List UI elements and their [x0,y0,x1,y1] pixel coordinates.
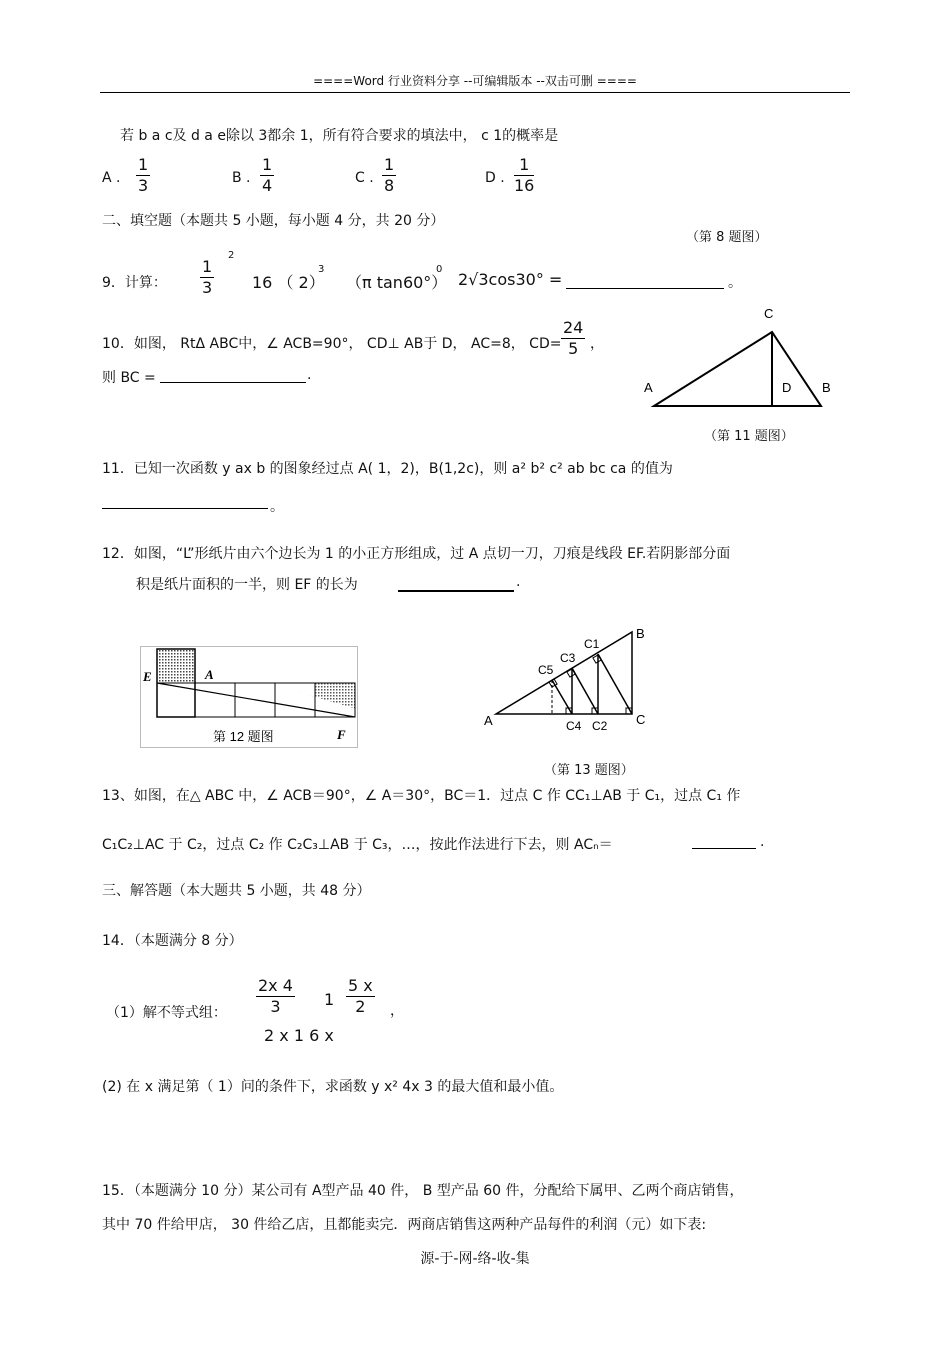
option-a-fraction: $\frac{1}{3}$ [138,155,149,195]
section-2-heading: 二、填空题（本题共 5 小题，每小题 4 分，共 20 分） [102,213,445,229]
q14-fraction-2: $\frac{5 x}{2}$ [348,976,373,1016]
header-rule [100,92,850,93]
q12-line2: 积是纸片面积的一半，则 EF 的长为 [136,577,358,593]
q14-fraction-1: $\frac{2x 4}{3}$ [258,976,293,1016]
q9-answer-blank[interactable] [566,270,724,293]
label-b: B [822,380,831,395]
fig13-caption: （第 13 题图） [544,763,634,778]
label-b: B [636,626,645,641]
q10-end: . [307,367,312,383]
q9-part2: （π tan60°） [346,273,448,292]
label-f: F [337,727,346,742]
q11-answer-blank[interactable] [102,492,268,513]
q14-title: 14．（本题满分 8 分） [102,933,243,949]
label-c3: C3 [560,651,576,665]
option-d-fraction: $\frac{1}{16}$ [514,155,535,195]
q14-part2: (2) 在 x 满足第（ 1）问的条件下，求函数 y x² 4x 3 的最大值和最小值。 [102,1079,564,1095]
q10-fraction: $\frac{24}{5}$ [563,318,584,358]
option-d-label: D . [485,170,505,186]
triangle-abc [654,332,821,406]
label-a: A [644,380,653,395]
label-c1: C1 [584,637,600,651]
q12-end: . [516,574,521,590]
label-d: D [782,380,792,395]
q11-line1: 11．已知一次函数 y ax b 的图象经过点 A( 1，2)，B(1,2c)，则 a² b² c² ab bc ca 的值为 [102,461,673,477]
q12-line1: 12．如图，“L”形纸片由六个边长为 1 的小正方形组成，过 A 点切一刀，刀痕是线段 EF.若阴影部分面 [102,546,731,562]
page-footer: 源-于-网-络-收-集 [420,1251,530,1267]
label-c4: C4 [566,719,582,733]
q9-label: 9．计算： [102,275,167,291]
q10-answer-blank[interactable] [160,366,306,387]
q9-end: 。 [728,275,742,291]
label-a: A [205,667,214,682]
option-a-label: A . [102,170,121,186]
label-a: A [484,713,493,728]
q13-end: . [760,834,765,850]
q14-one: 1 [324,990,335,1009]
q13-answer-blank[interactable] [692,832,756,853]
page-header: ====Word 行业资料分享 --可编辑版本 --双击可删 ==== [313,74,637,88]
q14-part1-label: （1）解不等式组： [106,1005,227,1021]
q10-line1: 10．如图， RtΔ ABC中，∠ ACB=90°， CD⊥ AB于 D， AC=8， CD= [102,336,562,352]
label-c: C [636,712,646,727]
q9-exponent-0: 0 [436,264,443,275]
option-c-fraction: $\frac{1}{8}$ [384,155,395,195]
q12-answer-blank[interactable] [398,574,514,596]
label-c5: C5 [538,663,554,677]
label-c: C [764,306,774,321]
option-b-label: B . [232,170,251,186]
label-e: E [143,669,152,684]
label-c2: C2 [592,719,608,733]
fig12-caption: 第 12 题图 [213,729,274,744]
q13-line2: C₁C₂⊥AC 于 C₂，过点 C₂ 作 C₂C₃⊥AB 于 C₃，…，按此作法进行下去，则 ACₙ＝ [102,837,613,853]
shaded-top-square [157,649,195,683]
q8-text: 若 b a c及 d a e除以 3都余 1，所有符合要求的填法中， c 1的概率是 [120,128,559,144]
figure-12-frame [140,646,358,748]
fig8-caption: （第 8 题图） [686,230,768,245]
q14-comma: ， [390,1003,404,1019]
q9-part1: 16 （ 2） [252,273,325,292]
section-3-heading: 三、解答题（本大题共 5 小题，共 48 分） [102,883,371,899]
q9-exponent-2: 2 [228,250,235,261]
q15-line2: 其中 70 件给甲店， 30 件给乙店，且都能卖完．两商店销售这两种产品每件的利润（元）如下表: [102,1217,707,1233]
option-b-fraction: $\frac{1}{4}$ [262,155,273,195]
q13-line1: 13、如图，在△ ABC 中，∠ ACB＝90°，∠ A＝30°，BC＝1．过点 C 作 CC₁⊥AB 于 C₁，过点 C₁ 作 [102,788,741,804]
q15-line1: 15．（本题满分 10 分）某公司有 A型产品 40 件， B 型产品 60 件，分配给下属甲、乙两个商店销售， [102,1183,744,1199]
figure-12 [141,647,357,747]
q9-exponent-3: 3 [318,264,325,275]
q10-line2: 则 BC = [102,370,156,386]
q14-line2: 2 x 1 6 x [264,1026,334,1045]
q9-part3: 2√3cos30° = [458,270,563,289]
figure-13 [480,620,660,750]
option-c-label: C . [355,170,374,186]
q10-comma: ， [590,336,604,352]
fig11-caption: （第 11 题图） [704,429,794,444]
q11-end: 。 [270,499,284,515]
q9-fraction: $\frac{1}{3}$ [202,257,213,297]
